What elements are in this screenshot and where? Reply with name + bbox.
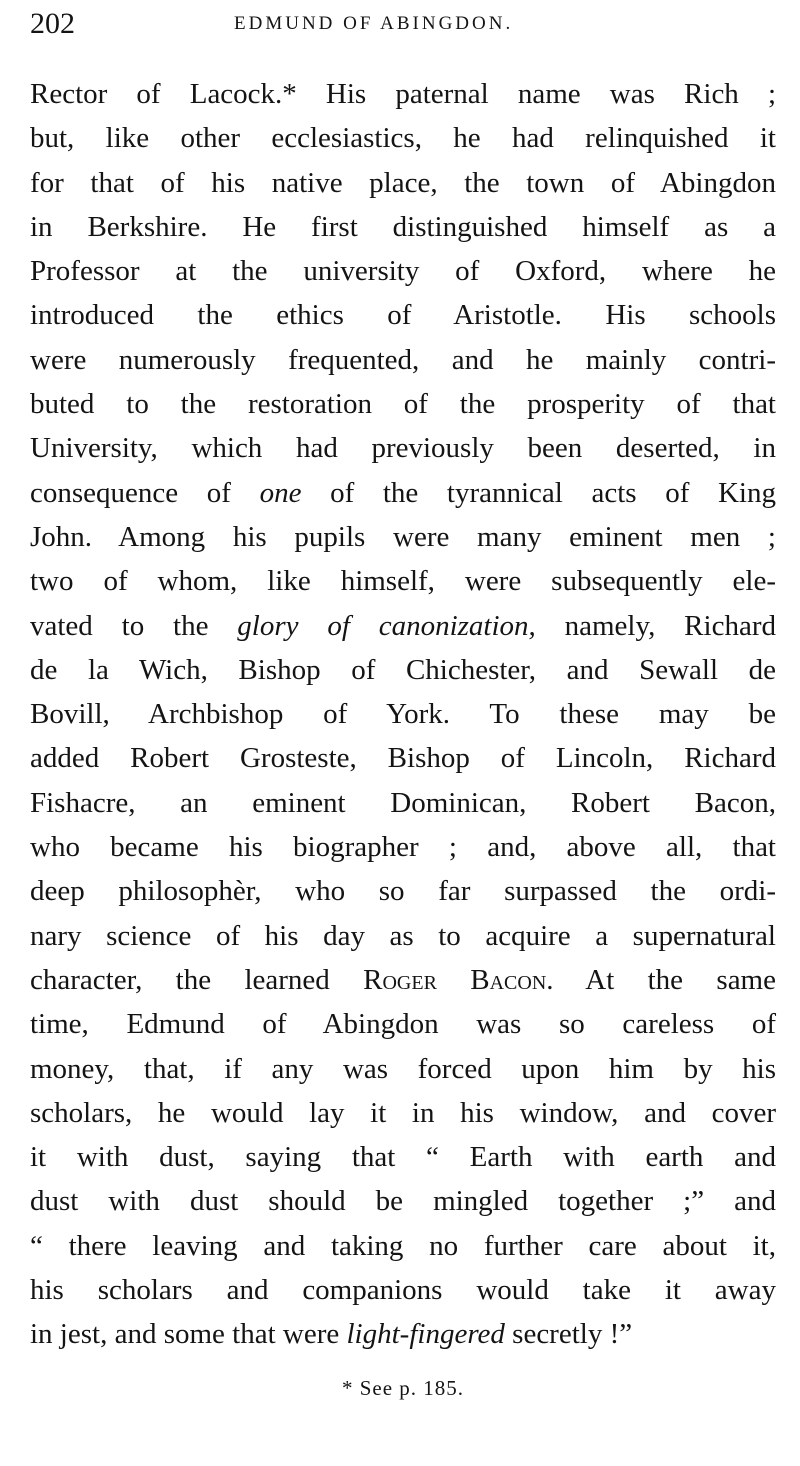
text-line: two of whom, like himself, were subsequently ele- bbox=[30, 565, 776, 598]
text-line: it with dust, saying that “ Earth with earth and bbox=[30, 1141, 776, 1174]
small-caps-name: Roger Bacon bbox=[363, 963, 547, 996]
text-line: introduced the ethics of Aristotle. His schools bbox=[30, 299, 776, 332]
italic-emphasis: one bbox=[259, 476, 302, 509]
text-line: John. Among his pupils were many eminent men ; bbox=[30, 520, 776, 553]
text-line: time, Edmund of Abingdon was so careless of bbox=[30, 1008, 776, 1041]
text-line: consequence of one of the tyrannical acts of King bbox=[30, 476, 776, 509]
page-number: 202 bbox=[30, 7, 75, 40]
running-title: EDMUND OF ABINGDON. bbox=[234, 13, 514, 34]
text-line: Bovill, Archbishop of York. To these may be bbox=[30, 698, 776, 731]
text-line: character, the learned Roger Bacon. At the same bbox=[30, 963, 776, 996]
text-line: scholars, he would lay it in his window, and cover bbox=[30, 1096, 776, 1129]
text-line: University, which had previously been deserted, in bbox=[30, 432, 776, 465]
text-line: de la Wich, Bishop of Chichester, and Sewall de bbox=[30, 653, 776, 686]
text-line: for that of his native place, the town of Abingdon bbox=[30, 166, 776, 199]
text-line: dust with dust should be mingled together ;” and bbox=[30, 1185, 776, 1218]
text-line: money, that, if any was forced upon him by his bbox=[30, 1052, 776, 1085]
text-line: his scholars and companions would take it away bbox=[30, 1274, 776, 1307]
text-line: in Berkshire. He first distinguished himself as a bbox=[30, 210, 776, 243]
text-line: Rector of Lacock.* His paternal name was Rich ; bbox=[30, 78, 776, 110]
text-line: buted to the restoration of the prosperity of that bbox=[30, 388, 776, 421]
text-line: Fishacre, an eminent Dominican, Robert Bacon, bbox=[30, 786, 776, 819]
text-line: vated to the glory of canonization, namely, Richard bbox=[30, 609, 776, 642]
text-line: deep philosophèr, who so far surpassed the ordi- bbox=[30, 875, 776, 908]
italic-emphasis: glory of canonization, bbox=[237, 609, 536, 642]
text-line: “ there leaving and taking no further care about it, bbox=[30, 1229, 776, 1262]
text-line: added Robert Grosteste, Bishop of Lincoln, Richard bbox=[30, 742, 776, 775]
text-line: who became his biographer ; and, above all, that bbox=[30, 831, 776, 864]
text-line: Professor at the university of Oxford, where he bbox=[30, 255, 776, 288]
running-head bbox=[30, 4, 776, 44]
text-line: were numerously frequented, and he mainly contri- bbox=[30, 343, 776, 376]
text-line: nary science of his day as to acquire a supernatural bbox=[30, 919, 776, 952]
footnote: * See p. 185. bbox=[341, 1376, 465, 1400]
text-line: but, like other ecclesiastics, he had relinquished it bbox=[30, 122, 776, 155]
text-line: in jest, and some that were light-fingered secretly !” bbox=[30, 1318, 633, 1351]
body-text bbox=[30, 72, 776, 1357]
italic-emphasis: light-fingered bbox=[346, 1318, 505, 1351]
